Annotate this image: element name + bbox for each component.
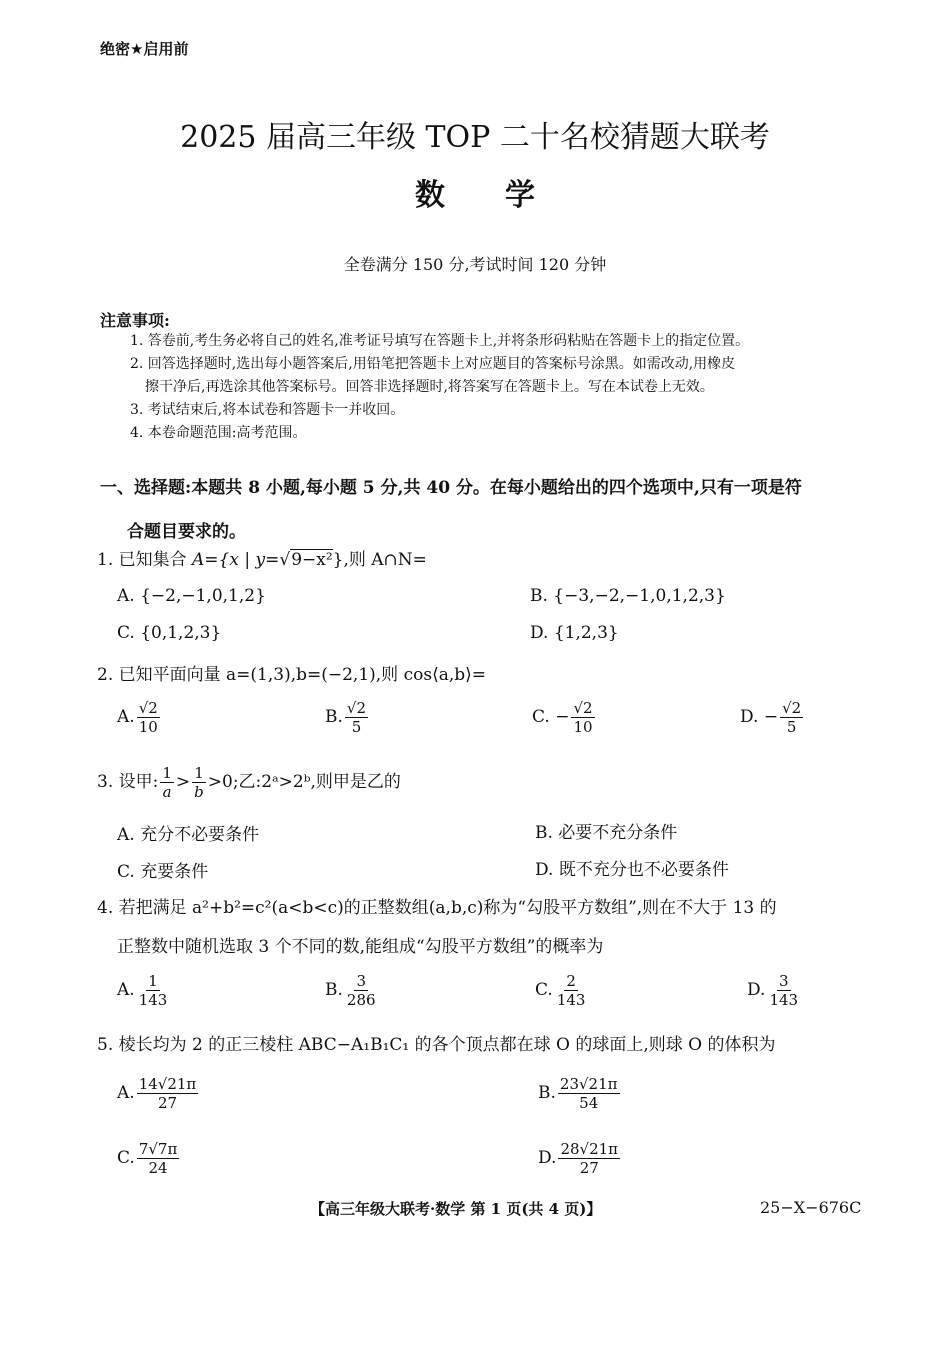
option-label: B. xyxy=(325,980,343,1000)
q3-option-d: D. 既不充分也不必要条件 xyxy=(535,860,729,880)
exam-info: 全卷满分 150 分,考试时间 120 分钟 xyxy=(343,255,607,274)
numerator: 28√21π xyxy=(560,1140,619,1158)
exam-title: 2025 届高三年级 TOP 二十名校猜题大联考 xyxy=(180,120,770,155)
notice-item-2: 2. 回答选择题时,选出每小题答案后,用铅笔把答题卡上对应题目的答案标号涂黑。如需改动,用橡皮 xyxy=(130,356,736,372)
q3-option-b: B. 必要不充分条件 xyxy=(535,823,678,843)
notice-item-2-cont: 擦干净后,再选涂其他答案标号。回答非选择题时,将答案写在答题卡上。写在本试卷上无效。 xyxy=(145,379,714,395)
numerator: 1 xyxy=(148,972,158,990)
q1-radicand: 9−x² xyxy=(291,550,333,570)
denominator: 27 xyxy=(157,1094,178,1112)
option-label: D. xyxy=(538,1148,557,1168)
denominator: 10 xyxy=(138,718,158,736)
denominator: 27 xyxy=(579,1159,599,1177)
section-heading xyxy=(100,466,860,554)
fraction xyxy=(160,764,174,801)
q1-option-c: C. {0,1,2,3} xyxy=(117,623,222,643)
notice-item-1: 1. 答卷前,考生务必将自己的姓名,准考证号填写在答题卡上,并将条形码粘贴在答题卡上的指定位置。 xyxy=(130,333,750,349)
question-4-line-1: 4. 若把满足 a²+b²=c²(a<b<c)的正整数组(a,b,c)称为“勾股平方数组”,则在不大于 13 的 xyxy=(97,898,777,918)
option-label: B. xyxy=(538,1083,556,1103)
q1-option-b: B. {−3,−2,−1,0,1,2,3} xyxy=(530,586,726,606)
question-1 xyxy=(97,545,427,570)
numerator: 23√21π xyxy=(559,1075,618,1093)
denominator: 54 xyxy=(579,1094,599,1112)
numerator: √2 xyxy=(346,699,367,717)
q4-option-a xyxy=(117,972,171,1009)
option-label: B. xyxy=(325,707,343,727)
denominator: 5 xyxy=(786,718,797,736)
denominator: 143 xyxy=(769,991,799,1009)
option-label: C. − xyxy=(532,707,570,727)
notice-item-4: 4. 本卷命题范围:高考范围。 xyxy=(130,425,307,441)
q2-option-b xyxy=(325,699,370,736)
fraction xyxy=(558,1140,620,1177)
denominator: b xyxy=(194,783,204,801)
numerator: 2 xyxy=(566,972,576,990)
denominator: 143 xyxy=(556,991,586,1009)
q2-option-d xyxy=(740,699,805,736)
option-label: A. xyxy=(117,707,135,727)
fraction xyxy=(345,972,378,1009)
q1-stem-a: 1. 已知集合 xyxy=(97,550,193,570)
denominator: a xyxy=(162,783,172,801)
numerator: 7√7π xyxy=(138,1140,178,1158)
page-footer: 【高三年级大联考·数学 第 1 页(共 4 页)】 xyxy=(310,1200,602,1218)
option-label: A. xyxy=(117,980,135,1000)
option-label: C. xyxy=(117,1148,135,1168)
q1-option-d: D. {1,2,3} xyxy=(530,623,619,643)
denominator: 5 xyxy=(351,718,362,736)
numerator: √2 xyxy=(782,699,802,717)
denominator: 10 xyxy=(573,718,593,736)
q3-stem-a: 3. 设甲: xyxy=(97,772,159,792)
q5-option-b xyxy=(538,1075,622,1112)
fraction xyxy=(767,972,800,1009)
q2-option-c xyxy=(532,699,597,736)
question-4-line-2: 正整数中随机选取 3 个不同的数,能组成“勾股平方数组”的概率为 xyxy=(117,937,604,957)
denominator: 143 xyxy=(138,991,168,1009)
fraction xyxy=(345,699,368,736)
fraction xyxy=(571,699,594,736)
q1-stem-b: A={x | y= xyxy=(192,550,280,570)
notice-item-3: 3. 考试结束后,将本试卷和答题卡一并收回。 xyxy=(130,402,405,418)
notice-title: 注意事项: xyxy=(100,311,170,330)
fraction xyxy=(137,699,160,736)
fraction xyxy=(555,972,588,1009)
q4-option-d xyxy=(747,972,802,1009)
q3-option-a: A. 充分不必要条件 xyxy=(117,825,260,845)
numerator: 3 xyxy=(778,972,789,990)
option-label: A. xyxy=(117,1083,135,1103)
option-label: C. xyxy=(535,980,553,1000)
q3-option-c: C. 充要条件 xyxy=(117,862,209,882)
numerator: √2 xyxy=(573,699,593,717)
fraction xyxy=(137,972,170,1009)
section-line-1: 一、选择题:本题共 8 小题,每小题 5 分,共 40 分。在每小题给出的四个选项中,只有一项是符 xyxy=(100,478,802,498)
q3-stem-b: >0;乙:2ᵃ>2ᵇ,则甲是乙的 xyxy=(207,772,401,792)
question-2: 2. 已知平面向量 a=(1,3),b=(−2,1),则 cos⟨a,b⟩= xyxy=(97,665,486,685)
q2-option-a xyxy=(117,699,162,736)
fraction xyxy=(137,1075,199,1112)
q3-gt: > xyxy=(175,772,191,792)
section-line-2: 合题目要求的。 xyxy=(127,522,246,542)
confidential-label: 绝密★启用前 xyxy=(100,40,189,58)
numerator: 1 xyxy=(162,764,172,782)
q5-option-a xyxy=(117,1075,200,1112)
numerator: 3 xyxy=(356,972,366,990)
question-5: 5. 棱长均为 2 的正三棱柱 ABC−A₁B₁C₁ 的各个顶点都在球 O 的球面上,则球 O 的体积为 xyxy=(97,1035,776,1055)
denominator: 24 xyxy=(148,1159,168,1177)
option-label: D. xyxy=(747,980,766,1000)
fraction xyxy=(137,1140,180,1177)
q1-option-a: A. {−2,−1,0,1,2} xyxy=(117,586,266,606)
question-3 xyxy=(97,764,401,801)
exam-code: 25−X−676C xyxy=(760,1198,862,1217)
numerator: 1 xyxy=(194,764,204,782)
numerator: 14√21π xyxy=(138,1075,197,1093)
fraction xyxy=(780,699,803,736)
numerator: √2 xyxy=(138,699,158,717)
q4-option-b xyxy=(325,972,380,1009)
subject-title: 数学 xyxy=(415,178,595,213)
q5-option-d xyxy=(538,1140,622,1177)
q4-option-c xyxy=(535,972,589,1009)
denominator: 286 xyxy=(346,991,376,1009)
q1-stem-c: },则 A∩N= xyxy=(332,550,427,570)
fraction xyxy=(192,764,206,801)
q5-option-c xyxy=(117,1140,181,1177)
fraction xyxy=(558,1075,620,1112)
option-label: D. − xyxy=(740,707,779,727)
sqrt-icon: √9−x² xyxy=(279,550,333,570)
